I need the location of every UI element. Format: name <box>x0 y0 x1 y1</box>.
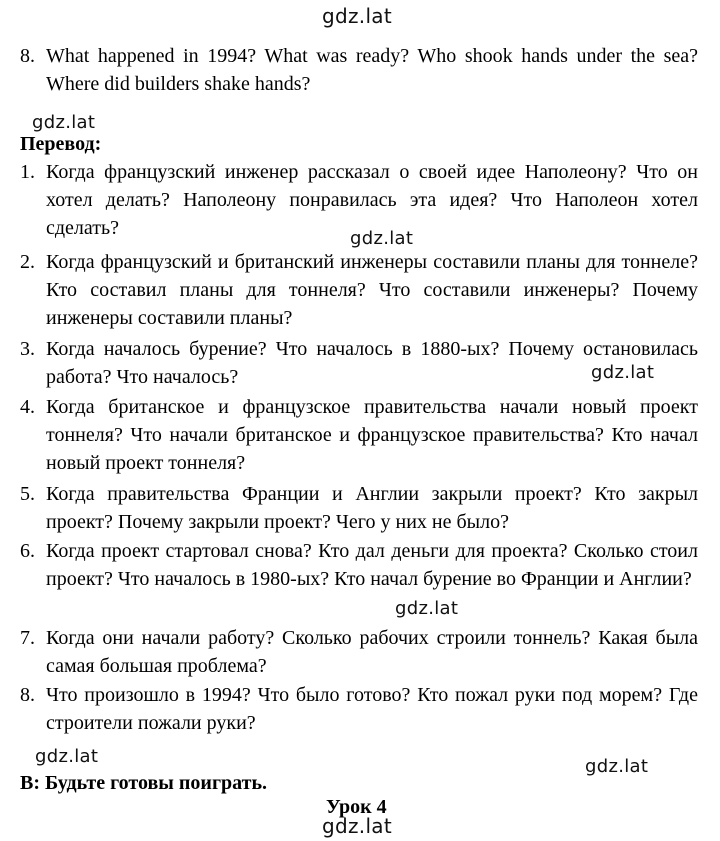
watermark: gdz.lat <box>350 228 414 249</box>
translation-item-6 <box>20 537 698 593</box>
english-question-8 <box>20 42 698 98</box>
watermark: gdz.lat <box>322 814 393 838</box>
translation-item-7 <box>20 624 698 680</box>
translation-item-3 <box>20 335 698 391</box>
watermark: gdz.lat <box>395 598 459 619</box>
watermark: gdz.lat <box>591 362 655 383</box>
question-text: What happened in 1994? What was ready? Who shook hands under the sea? Where did builders shake hands? <box>46 45 698 95</box>
lesson-heading-cutoff <box>326 796 387 818</box>
translation-item-2 <box>20 248 698 332</box>
item-number: 6. <box>20 540 35 562</box>
item-number: 8. <box>20 684 35 706</box>
translation-item-8 <box>20 681 698 737</box>
item-number: 7. <box>20 627 35 649</box>
item-number: 1. <box>20 161 35 183</box>
item-number: 3. <box>20 338 35 360</box>
item-text: Когда проект стартовал снова? Кто дал деньги для проекта? Сколько стоил проект? Что началось в 1980-ых? Кто начал бурение во Франции и Англии? <box>46 540 698 590</box>
translation-item-4 <box>20 393 698 477</box>
watermark: gdz.lat <box>585 756 649 777</box>
item-text: Когда британское и французское правительства начали новый проект тоннеля? Что начали британское и французское правительства? Кто начал новый проект тоннеля? <box>46 396 698 474</box>
item-text: Что произошло в 1994? Что было готово? Кто пожал руки под морем? Где строители пожали руки? <box>46 684 698 734</box>
translation-heading: Перевод: <box>20 133 102 155</box>
section-b-heading: B: Будьте готовы поиграть. <box>20 772 268 794</box>
item-text: Когда французский и британский инженеры составили планы для тоннеле? Кто составил планы для тоннеля? Что составили инженеры? Почему инженеры составили планы? <box>46 251 698 329</box>
watermark: gdz.lat <box>322 4 393 28</box>
translation-item-5 <box>20 480 698 536</box>
item-number: 4. <box>20 396 35 418</box>
item-text: Когда началось бурение? Что началось в 1880-ых? Почему остановилась работа? Что началось? <box>46 338 698 388</box>
item-number: 5. <box>20 483 35 505</box>
translation-item-1 <box>20 158 698 242</box>
question-number: 8. <box>20 45 35 67</box>
watermark: gdz.lat <box>35 746 99 767</box>
item-text: Когда они начали работу? Сколько рабочих строили тоннель? Какая была самая большая проблема? <box>46 627 698 677</box>
item-text: Когда французский инженер рассказал о своей идее Наполеону? Что он хотел делать? Наполеону понравилась эта идея? Что Наполеон хотел сделать? <box>46 161 698 239</box>
lesson-heading-text: Урок 4 <box>326 796 387 818</box>
item-number: 2. <box>20 251 35 273</box>
watermark: gdz.lat <box>32 112 96 133</box>
item-text: Когда правительства Франции и Англии закрыли проект? Кто закрыл проект? Почему закрыли проект? Чего у них не было? <box>46 483 698 533</box>
